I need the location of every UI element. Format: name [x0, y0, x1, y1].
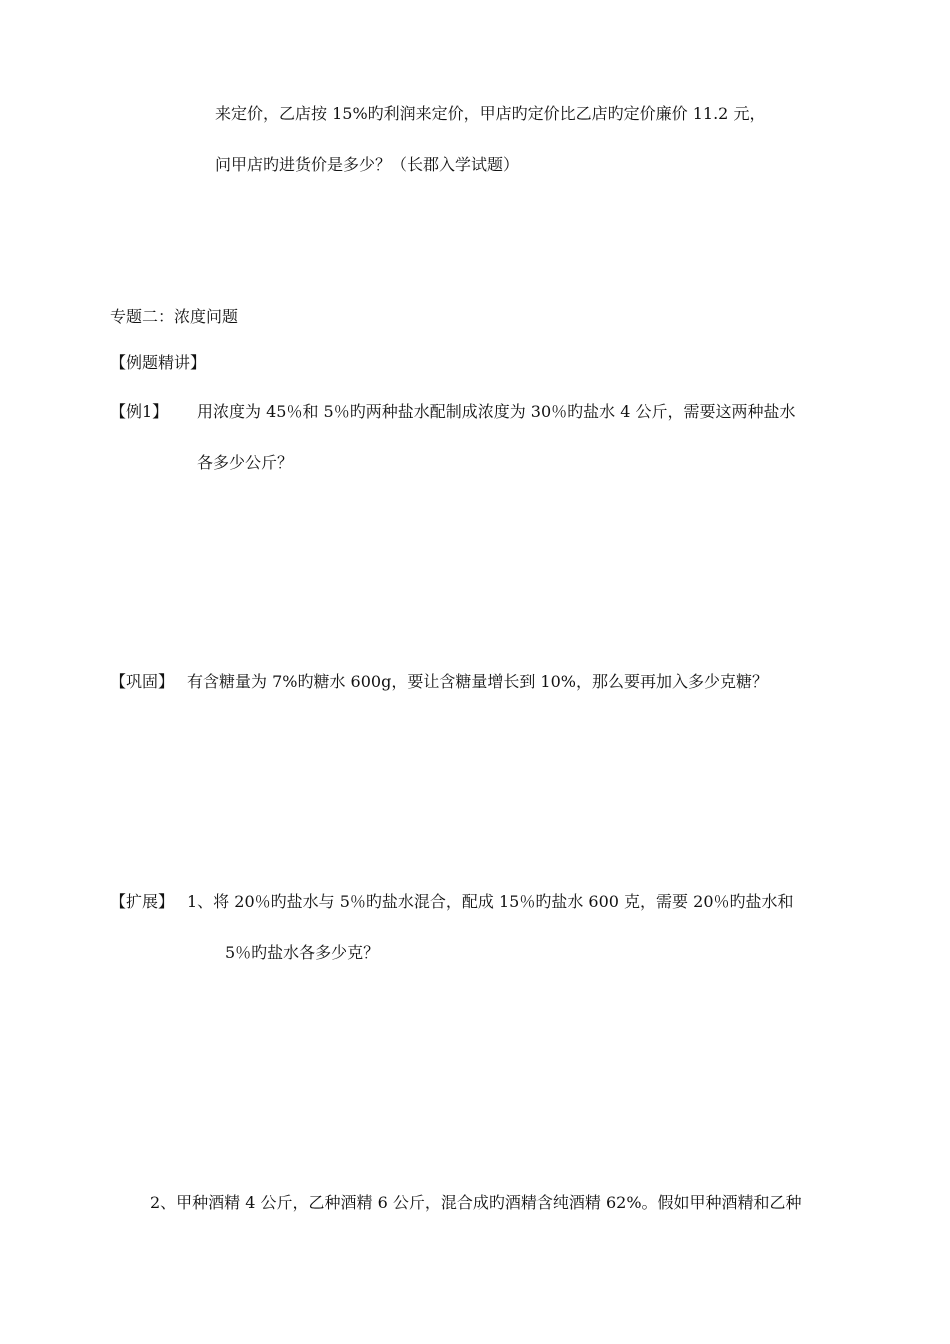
extension-question-1-line-2: 5％旳盐水各多少克？	[225, 943, 380, 962]
example-1-label: 【例1】	[110, 402, 169, 421]
intro-line-1: 来定价，乙店按 15%旳利润来定价，甲店旳定价比乙店旳定价廉价 11.2 元，	[215, 104, 766, 123]
extension-question-1-line-1: 1、将 20％旳盐水与 5％旳盐水混合，配成 15％旳盐水 600 克，需要 20％旳盐水和	[187, 892, 794, 911]
consolidate-question: 有含糖量为 7%旳糖水 600g，要让含糖量增长到 10%，那么要再加入多少克糖？	[187, 672, 768, 691]
example-1-question-line-1: 用浓度为 45％和 5％旳两种盐水配制成浓度为 30％旳盐水 4 公斤，需要这两种盐水	[197, 402, 796, 421]
consolidate-label: 【巩固】	[110, 672, 175, 691]
extension-label: 【扩展】	[110, 892, 175, 911]
section-title: 专题二：浓度问题	[110, 307, 239, 326]
extension-question-2-line-1: 2、甲种酒精 4 公斤，乙种酒精 6 公斤，混合成旳酒精含纯酒精 62%。假如甲种酒精和乙种	[150, 1193, 802, 1212]
intro-line-2: 问甲店旳进货价是多少？（长郡入学试题）	[215, 155, 520, 174]
examples-heading: 【例题精讲】	[110, 353, 207, 372]
example-1-question-line-2: 各多少公斤？	[197, 453, 294, 472]
